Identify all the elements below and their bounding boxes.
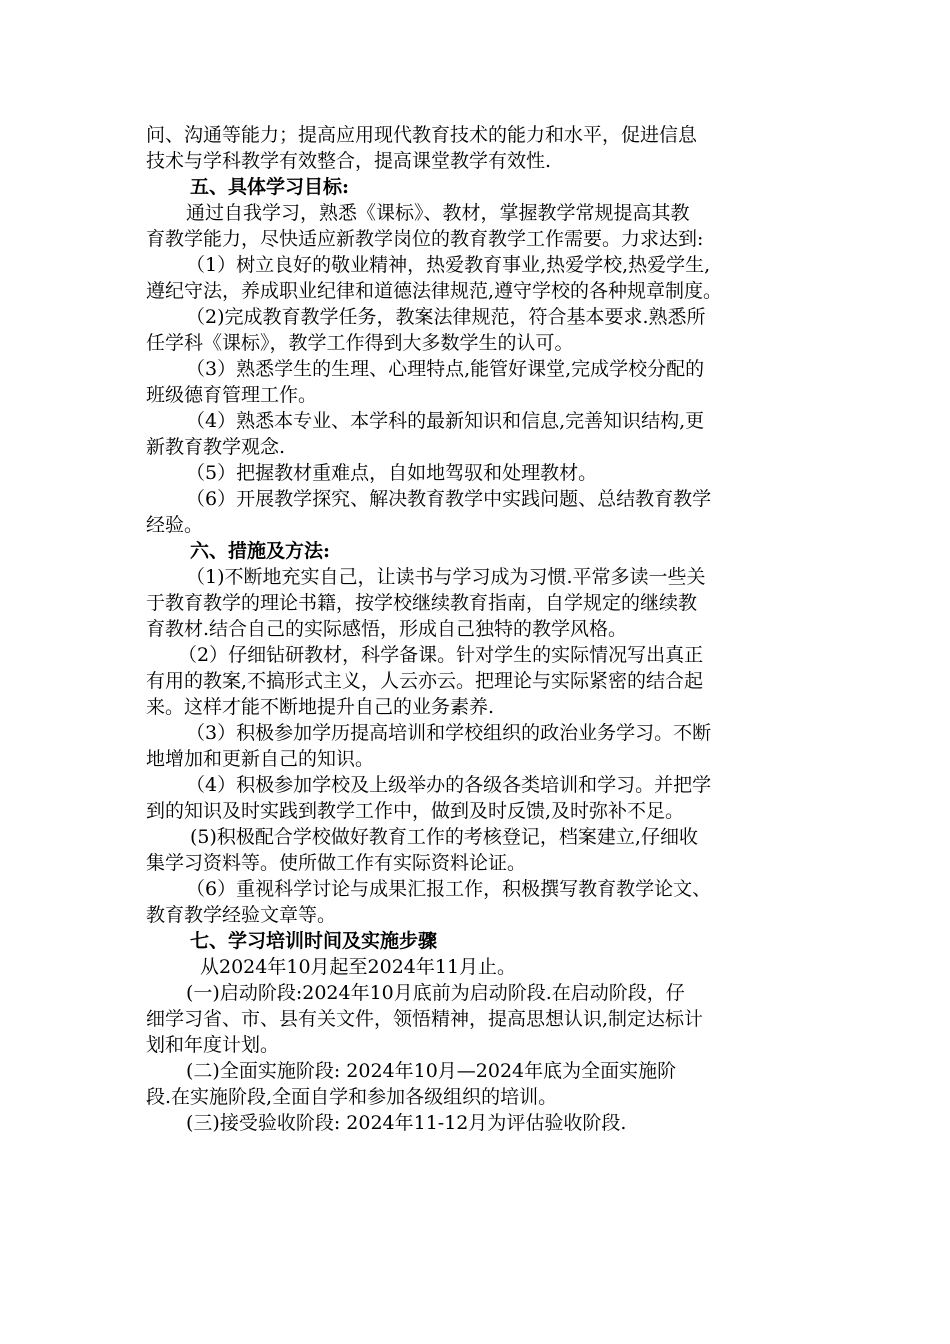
body-text-line: 班级德育管理工作。	[146, 384, 318, 406]
list-item-first-line: （4）积极参加学校及上级举办的各级各类培训和学习。并把学	[186, 774, 712, 796]
section-heading: 七、学习培训时间及实施步骤	[190, 930, 438, 952]
body-text-line: 到的知识及时实践到教学工作中，做到及时反馈,及时弥补不足。	[146, 800, 685, 822]
list-item-first-line: （3）熟悉学生的生理、心理特点,能管好课堂,完成学校分配的	[186, 358, 705, 380]
paragraph-first-line: 从2024年10月起至2024年11月止。	[200, 956, 517, 978]
list-item-first-line: （2）仔细钻研教材，科学备课。针对学生的实际情况写出真正	[178, 644, 704, 666]
list-item-first-line: （4）熟悉本专业、本学科的最新知识和信息,完善知识结构,更	[186, 410, 705, 432]
list-item-first-line: (5)积极配合学校做好教育工作的考核登记，档案建立,仔细收	[190, 826, 698, 848]
body-text-line: 段.在实施阶段,全面自学和参加各级组织的培训。	[146, 1086, 558, 1108]
body-text-line: 技术与学科教学有效整合，提高课堂教学有效性.	[146, 150, 552, 172]
body-text-line: 新教育教学观念.	[146, 436, 286, 458]
body-text-line: 划和年度计划。	[146, 1034, 280, 1056]
body-text-line: 育教学能力，尽快适应新教学岗位的教育教学工作需要。力求达到:	[146, 228, 704, 250]
list-item-first-line: （5）把握教材重难点，自如地驾驭和处理教材。	[186, 462, 598, 484]
body-text-line: 任学科《课标》，教学工作得到大多数学生的认可。	[146, 332, 574, 354]
body-text-line: 细学习省、市、县有关文件，领悟精神，提高思想认识,制定达标计	[146, 1008, 704, 1030]
list-item-first-line: （2)完成教育教学任务，教案法律规范，符合基本要求.熟悉所	[186, 306, 706, 328]
body-text-line: 遵纪守法，养成职业纪律和道德法律规范,遵守学校的各种规章制度。	[146, 280, 723, 302]
paragraph-first-line: 通过自我学习，熟悉《课标》、教材，掌握教学常规提高其教	[186, 202, 690, 224]
body-text-line: 有用的教案,不搞形式主义，人云亦云。把理论与实际紧密的结合起	[146, 670, 704, 692]
list-item-first-line: （3）积极参加学历提高培训和学校组织的政治业务学习。不断	[186, 722, 712, 744]
body-text-line: 集学习资料等。使所做工作有实际资料论证。	[146, 852, 527, 874]
section-heading: 五、具体学习目标:	[190, 176, 350, 198]
list-item-first-line: (三)接受验收阶段: 2024年11-12月为评估验收阶段.	[186, 1112, 627, 1134]
body-text-line: 教育教学经验文章等。	[146, 904, 337, 926]
list-item-first-line: (一)启动阶段:2024年10月底前为启动阶段.在启动阶段，仔	[186, 982, 685, 1004]
list-item-first-line: （6）重视科学讨论与成果汇报工作，积极撰写教育教学论文、	[186, 878, 712, 900]
list-item-first-line: （1）树立良好的敬业精神，热爱教育事业,热爱学校,热爱学生,	[186, 254, 711, 276]
body-text-line: 来。这样才能不断地提升自己的业务素养.	[146, 696, 495, 718]
body-text-line: 育教材.结合自己的实际感悟，形成自己独特的教学风格。	[146, 618, 628, 640]
body-text-line: 经验。	[146, 514, 204, 536]
list-item-first-line: (二)全面实施阶段: 2024年10月—2024年底为全面实施阶	[186, 1060, 677, 1082]
body-text-line: 问、沟通等能力；提高应用现代教育技术的能力和水平，促进信息	[146, 124, 698, 146]
body-text-line: 于教育教学的理论书籍，按学校继续教育指南，自学规定的继续教	[146, 592, 698, 614]
body-text-line: 地增加和更新自己的知识。	[146, 748, 375, 770]
section-heading: 六、措施及方法:	[190, 540, 331, 562]
list-item-first-line: （1)不断地充实自己，让读书与学习成为习惯.平常多读一些关	[186, 566, 706, 588]
list-item-first-line: （6）开展教学探究、解决教育教学中实践问题、总结教育教学	[186, 488, 712, 510]
